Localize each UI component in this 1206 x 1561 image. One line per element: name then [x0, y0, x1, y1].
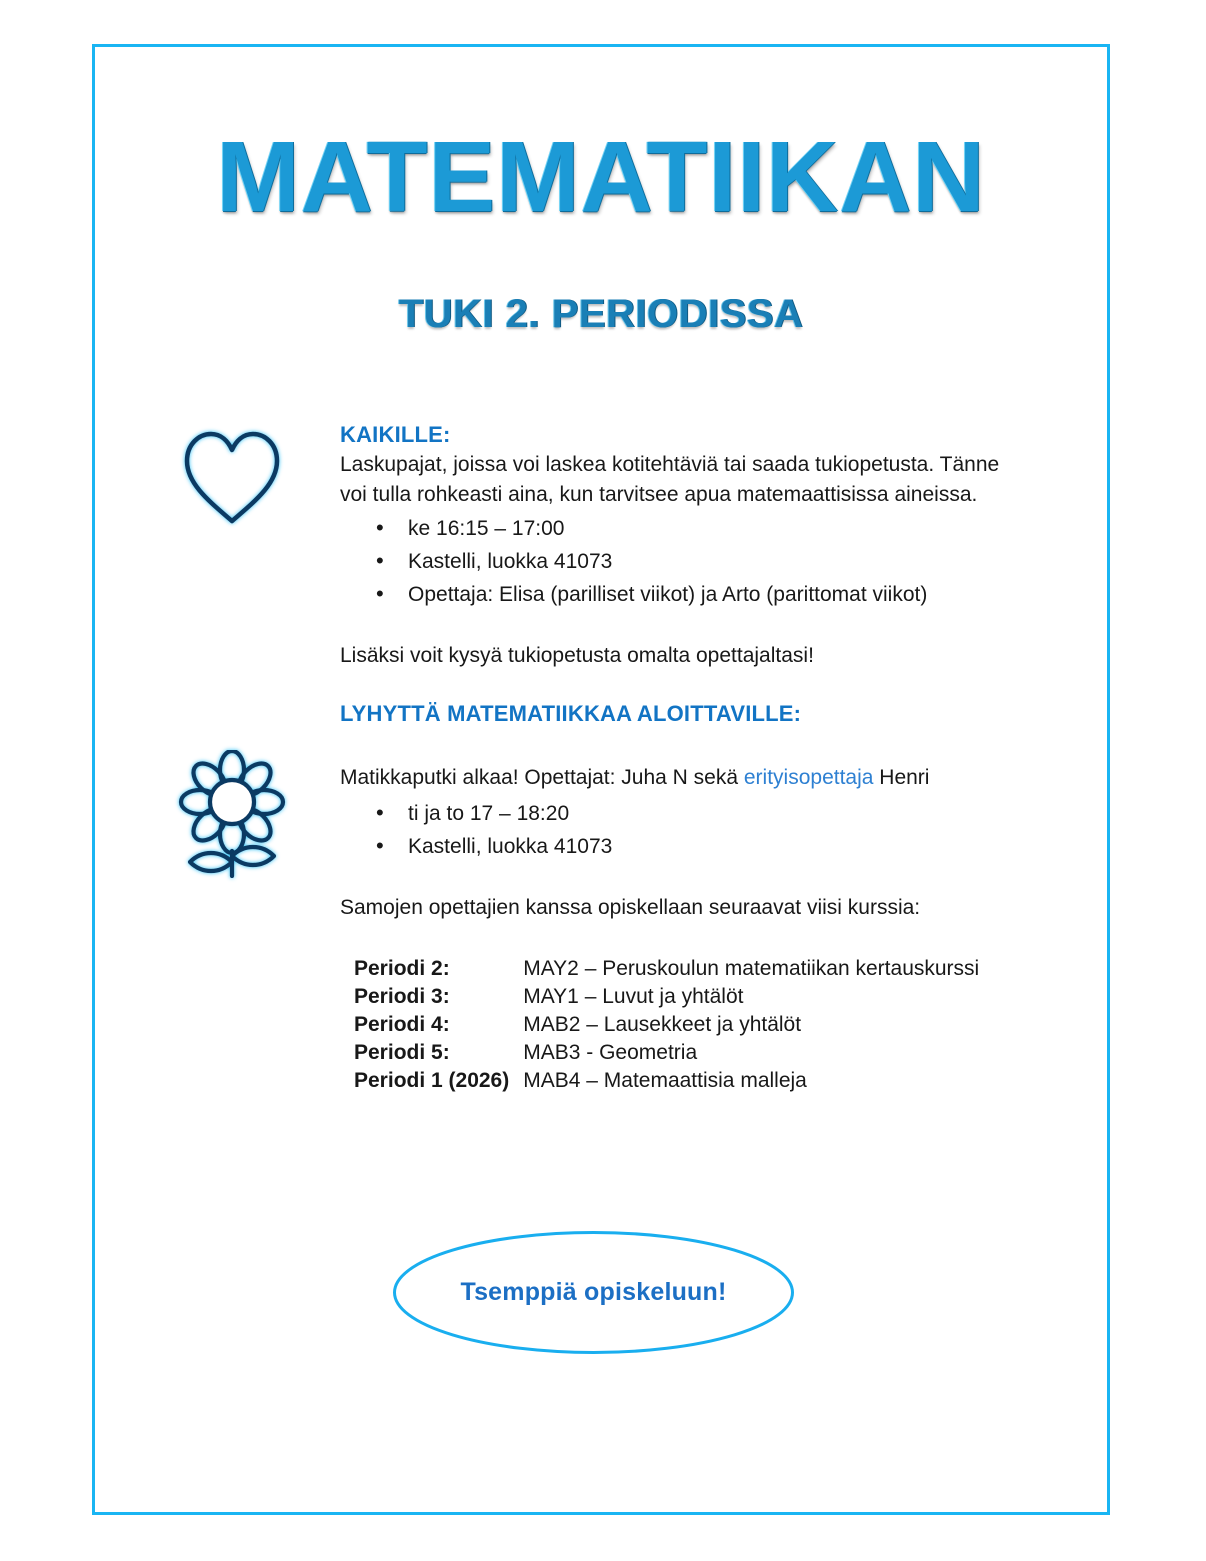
list-item: • Kastelli, luokka 41073 [340, 545, 1000, 578]
heart-icon [180, 428, 284, 531]
table-row [340, 1011, 979, 1039]
period-course: MAY1 – Luvut ja yhtälöt [523, 985, 744, 1008]
short-math-intro [340, 763, 1000, 793]
period-label: Periodi 1 (2026) [354, 1069, 510, 1092]
section-heading-everyone: KAIKILLE: [340, 422, 451, 447]
list-item: • Kastelli, luokka 41073 [340, 830, 1000, 863]
page-subtitle: TUKI 2. PERIODISSA [398, 292, 804, 336]
period-course: MAB3 - Geometria [523, 1041, 698, 1064]
period-label: Periodi 5: [354, 1041, 450, 1064]
period-label: Periodi 2: [354, 957, 450, 980]
list-item: • Opettaja: Elisa (parilliset viikot) ja Arto (parittomat viikot) [340, 578, 1000, 611]
short-math-intro-before: Matikkaputki alkaa! Opettajat: Juha N sekä [340, 766, 744, 789]
encouragement-badge [392, 1230, 795, 1355]
page-title: MATEMATIIKAN [216, 121, 986, 233]
table-row [340, 1039, 979, 1067]
erityisopettaja-link[interactable]: erityisopettaja [743, 766, 874, 789]
title-block [92, 121, 1110, 336]
everyone-bullet-list [340, 512, 1000, 611]
table-row [340, 955, 979, 983]
flower-icon [178, 750, 286, 883]
everyone-note: Lisäksi voit kysyä tukiopetusta omalta opettajaltasi! [340, 644, 814, 667]
period-course: MAY2 – Peruskoulun matematiikan kertauskurssi [523, 957, 980, 980]
period-course: MAB2 – Lausekkeet ja yhtälöt [523, 1013, 802, 1036]
courses-table [340, 955, 979, 1095]
period-label: Periodi 4: [354, 1013, 450, 1036]
section-heading-short-math: LYHYTTÄ MATEMATIIKKAA ALOITTAVILLE: [340, 701, 802, 726]
list-item: • ti ja to 17 – 18:20 [340, 797, 1000, 830]
encouragement-text: Tsemppiä opiskeluun! [460, 1278, 727, 1306]
table-row [340, 983, 979, 1011]
table-row [340, 1067, 979, 1095]
period-label: Periodi 3: [354, 985, 450, 1008]
everyone-paragraph: Laskupajat, joissa voi laskea kotitehtäviä tai saada tukiopetusta. Tänne voi tulla rohkeasti aina, kun tarvitsee apua matemaattisissa aineissa. [340, 453, 1000, 506]
short-math-intro-after: Henri [873, 766, 930, 789]
courses-intro: Samojen opettajien kanssa opiskellaan seuraavat viisi kurssia: [340, 896, 921, 919]
period-course: MAB4 – Matemaattisia malleja [523, 1069, 807, 1092]
short-math-bullet-list [340, 797, 1000, 863]
list-item: • ke 16:15 – 17:00 [340, 512, 1000, 545]
content-column [340, 420, 1000, 1095]
